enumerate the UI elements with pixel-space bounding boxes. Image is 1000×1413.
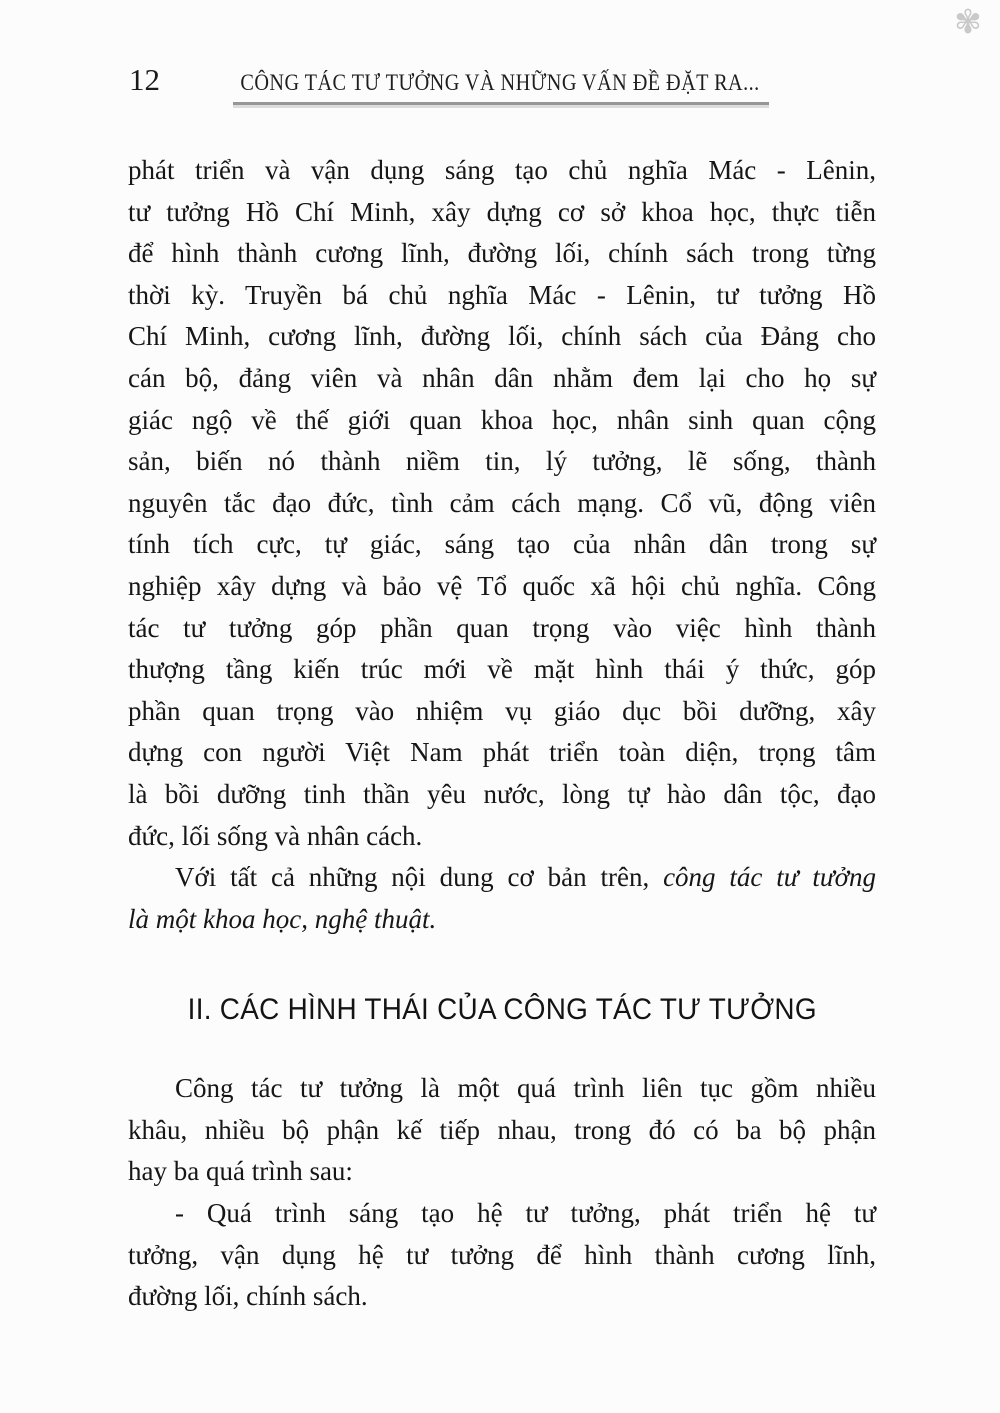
text-run: sản, biến nó thành niềm tin, lý tưởng, lẽ sống, thành xyxy=(128,446,876,477)
paragraph-line xyxy=(128,774,876,816)
section-heading xyxy=(128,988,876,1032)
paragraph-line xyxy=(128,358,876,400)
paragraph-line xyxy=(128,316,876,358)
running-head xyxy=(0,70,1000,96)
paragraph-line xyxy=(128,857,876,899)
text-run: phần quan trọng vào nhiệm vụ giáo dục bồi dưỡng, xây xyxy=(128,695,876,726)
text-run: tác tư tưởng góp phần quan trọng vào việc hình thành xyxy=(128,612,876,643)
text-run: hay ba quá trình sau: xyxy=(128,1156,353,1187)
text-run: tư tưởng Hồ Chí Minh, xây dựng cơ sở khoa học, thực tiễn xyxy=(128,196,876,227)
text-run: giác ngộ về thế giới quan khoa học, nhân sinh quan cộng xyxy=(128,404,876,435)
paragraph-line xyxy=(128,566,876,608)
text-run: tính tích cực, tự giác, sáng tạo của nhân dân trong sự xyxy=(128,529,876,560)
italic-text-run: công tác tư tưởng xyxy=(663,862,876,893)
paragraph-line xyxy=(128,1193,876,1235)
paragraph-line xyxy=(128,400,876,442)
header-rule xyxy=(233,102,769,108)
paragraph-line xyxy=(128,192,876,234)
paragraph-line xyxy=(128,1276,876,1318)
paragraph-line xyxy=(128,1068,876,1110)
section-heading-text: II. CÁC HÌNH THÁI CỦA CÔNG TÁC TƯ TƯỞNG xyxy=(187,993,817,1027)
text-run: để hình thành cương lĩnh, đường lối, chính sách trong từng xyxy=(128,238,876,269)
paragraph-line xyxy=(128,608,876,650)
paragraph-line xyxy=(128,899,876,941)
paragraph-line xyxy=(128,691,876,733)
italic-text-run: là một khoa học, nghệ thuật. xyxy=(128,903,437,934)
paragraph-line xyxy=(128,649,876,691)
paragraph-line xyxy=(128,1151,876,1193)
page-content xyxy=(128,150,876,1318)
text-run: cán bộ, đảng viên và nhân dân nhằm đem lại cho họ sự xyxy=(128,362,876,393)
text-run: nghiệp xây dựng và bảo vệ Tổ quốc xã hội chủ nghĩa. Công xyxy=(128,570,876,601)
page-number: 12 xyxy=(129,62,160,97)
paragraph-line xyxy=(128,233,876,275)
text-run: Công tác tư tưởng là một quá trình liên tục gồm nhiều xyxy=(175,1073,876,1104)
paragraph-line xyxy=(128,483,876,525)
paragraph-line xyxy=(128,441,876,483)
paragraph-line xyxy=(128,275,876,317)
paragraph-line xyxy=(128,732,876,774)
text-run: Với tất cả những nội dung cơ bản trên, xyxy=(175,862,664,893)
text-run: phát triển và vận dụng sáng tạo chủ nghĩa Mác - Lênin, xyxy=(128,155,876,185)
paragraph-line xyxy=(128,1110,876,1152)
text-run: đức, lối sống và nhân cách. xyxy=(128,820,423,851)
paragraph-line xyxy=(128,524,876,566)
paragraph-line xyxy=(128,150,876,192)
text-run: nguyên tắc đạo đức, tình cảm cách mạng. Cổ vũ, động viên xyxy=(128,487,876,518)
paragraph-line xyxy=(128,816,876,858)
flower-ornament-icon: ✾ xyxy=(954,2,982,41)
text-run: dựng con người Việt Nam phát triển toàn diện, trọng tâm xyxy=(128,737,876,768)
text-run: tưởng, vận dụng hệ tư tưởng để hình thành cương lĩnh, xyxy=(128,1239,876,1270)
text-run: - Quá trình sáng tạo hệ tư tưởng, phát triển hệ tư xyxy=(175,1198,876,1229)
text-run: thượng tầng kiến trúc mới về mặt hình thái ý thức, góp xyxy=(128,654,876,685)
text-run: là bồi dưỡng tinh thần yêu nước, lòng tự hào dân tộc, đạo xyxy=(128,778,876,809)
text-run: đường lối, chính sách. xyxy=(128,1281,368,1312)
paragraph-line xyxy=(128,1235,876,1277)
running-title: CÔNG TÁC TƯ TƯỞNG VÀ NHỮNG VẤN ĐỀ ĐẶT RA... xyxy=(240,70,760,95)
text-run: khâu, nhiều bộ phận kế tiếp nhau, trong đó có ba bộ phận xyxy=(128,1114,876,1145)
text-run: thời kỳ. Truyền bá chủ nghĩa Mác - Lênin, tư tưởng Hồ xyxy=(128,279,876,310)
text-run: Chí Minh, cương lĩnh, đường lối, chính sách của Đảng cho xyxy=(128,321,876,352)
